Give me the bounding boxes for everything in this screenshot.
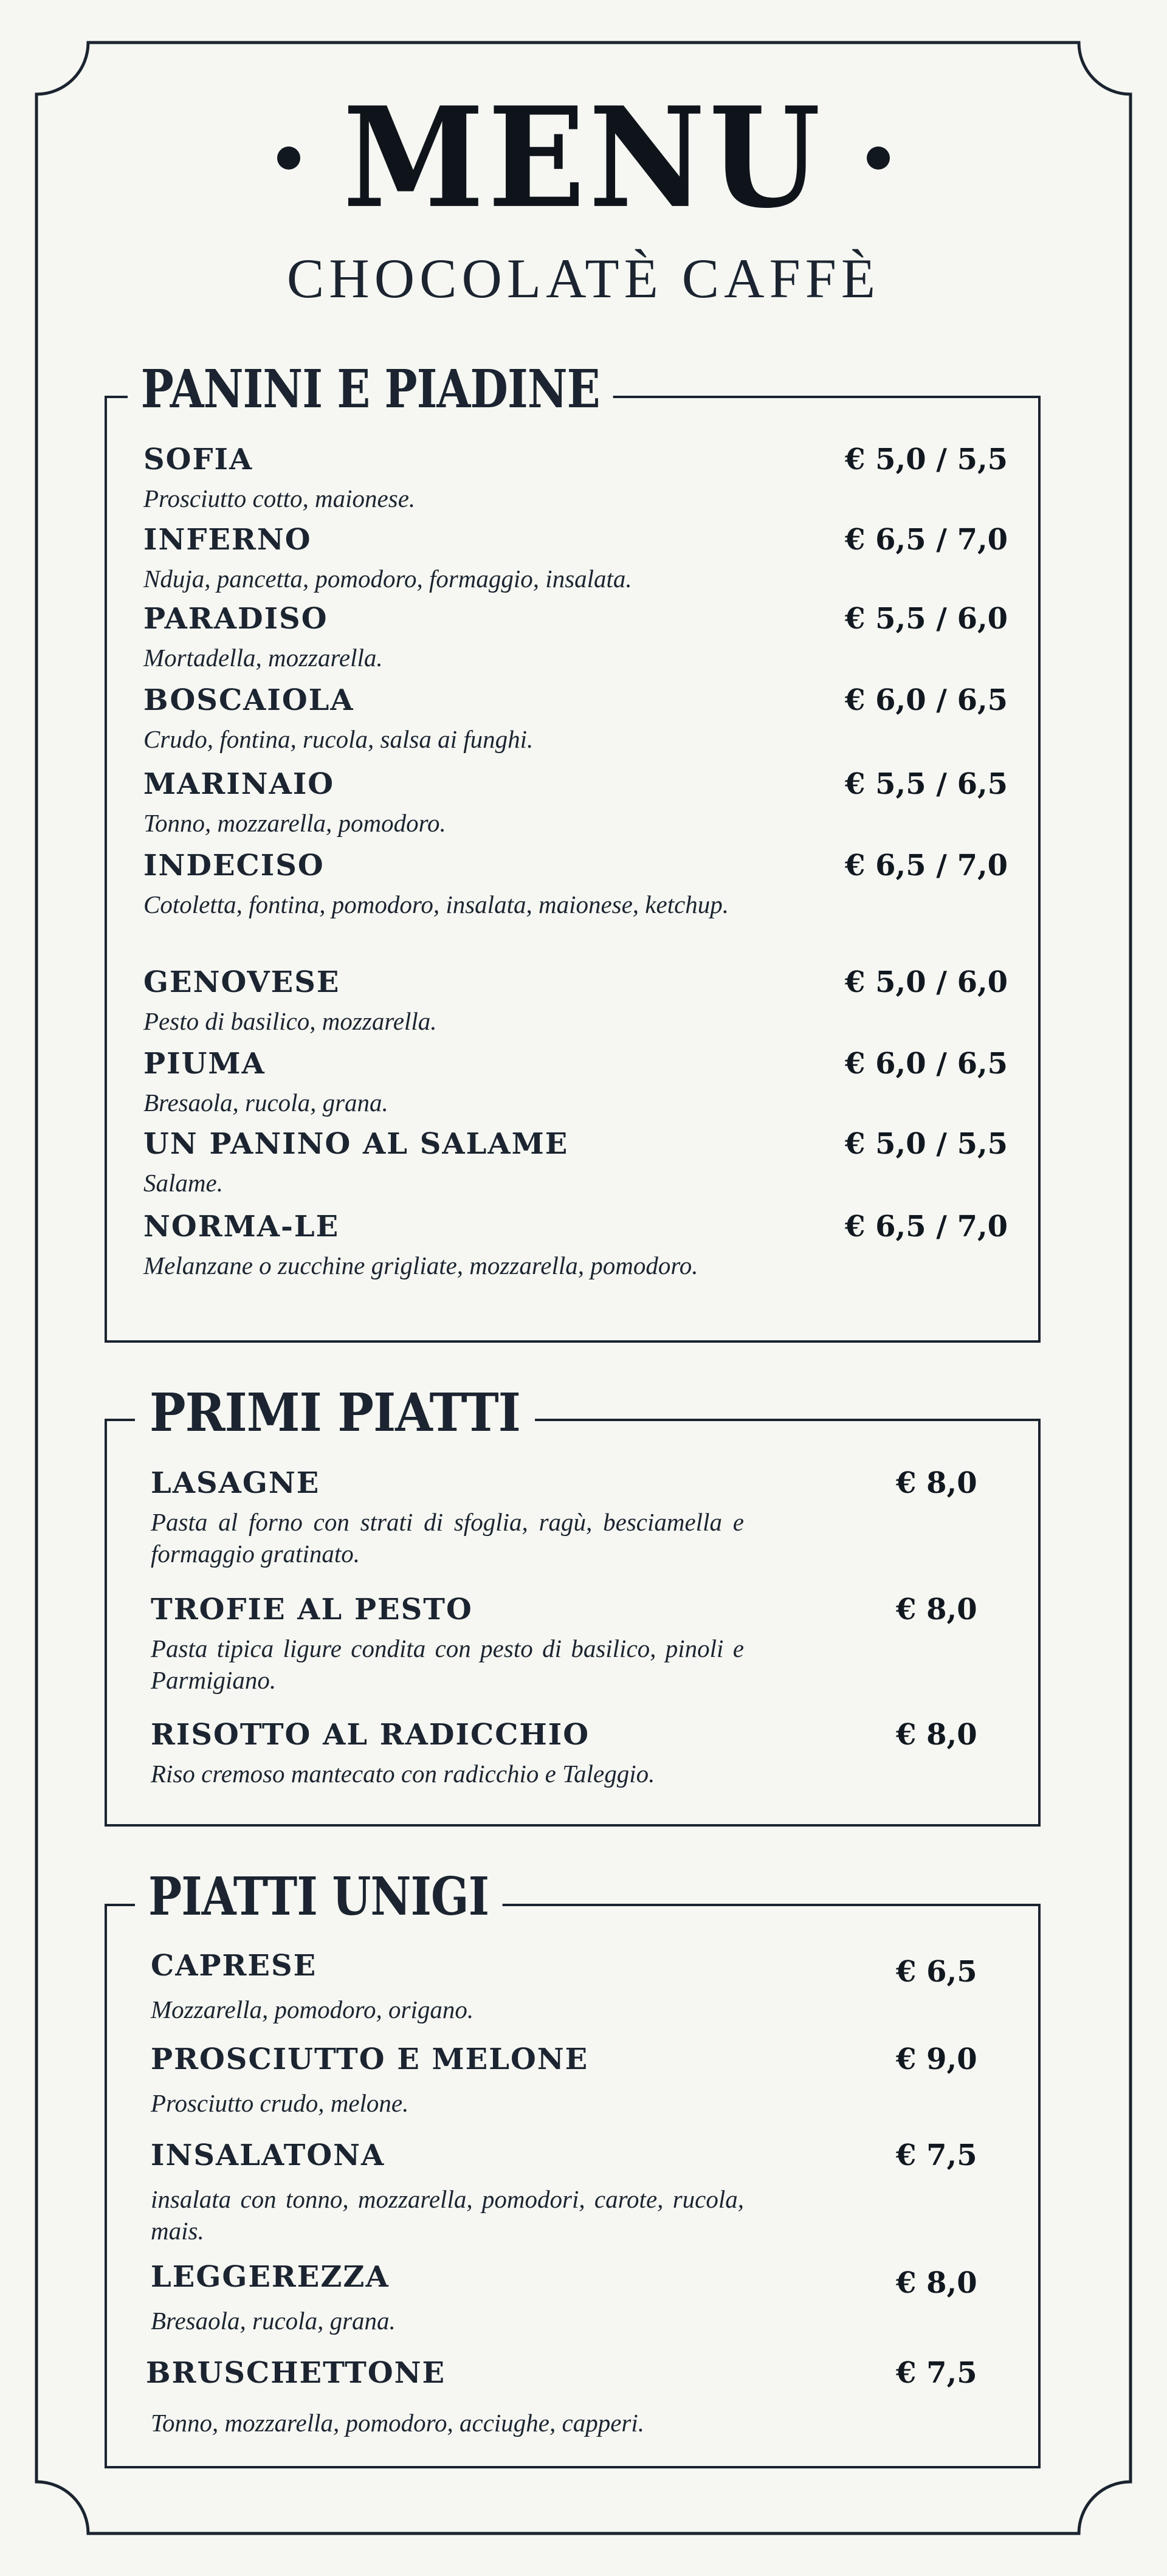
item-name: RISOTTO AL RADICCHIO (151, 1718, 590, 1752)
item-price: € 6,0 / 6,5 (845, 683, 1008, 717)
item-description: Mortadella, mozzarella. (143, 644, 383, 672)
section-title-unigi: PIATTI UNIGI (135, 1871, 502, 1923)
item-price: € 8,0 (896, 2266, 977, 2300)
item-description: Tonno, mozzarella, pomodoro. (143, 809, 446, 837)
item-name: SOFIA (143, 443, 253, 477)
item-name: LEGGEREZZA (151, 2260, 390, 2294)
item-description: Riso cremoso mantecato con radicchio e Taleggio. (151, 1760, 655, 1788)
item-price: € 6,5 / 7,0 (845, 523, 1008, 557)
item-name: PIUMA (143, 1047, 266, 1081)
item-name: PROSCIUTTO E MELONE (151, 2042, 589, 2076)
item-name: INFERNO (143, 523, 312, 557)
item-name: MARINAIO (143, 767, 335, 801)
section-title-primi: PRIMI PIATTI (135, 1387, 535, 1439)
item-price: € 5,5 / 6,0 (845, 602, 1008, 636)
item-description: Bresaola, rucola, grana. (151, 2307, 396, 2335)
item-price: € 6,0 / 6,5 (845, 1047, 1008, 1081)
item-price: € 6,5 / 7,0 (845, 849, 1008, 883)
item-description: Crudo, fontina, rucola, salsa ai funghi. (143, 725, 534, 753)
item-price: € 5,0 / 5,5 (845, 1127, 1008, 1161)
item-name: CAPRESE (151, 1949, 317, 1983)
cafe-name: CHOCOLATÈ CAFFÈ (286, 247, 881, 309)
item-price: € 8,0 (896, 1718, 977, 1752)
item-description: insalata con tonno, mozzarella, pomodori, carote, rucola, mais. (151, 2185, 744, 2245)
item-description: Bresaola, rucola, grana. (143, 1089, 388, 1117)
menu-title: MENU (343, 77, 824, 239)
item-price: € 5,5 / 6,5 (845, 767, 1008, 801)
item-name: BOSCAIOLA (143, 683, 354, 717)
item-name: INDECISO (143, 849, 325, 883)
item-description: Pasta tipica ligure condita con pesto di basilico, pinoli e Parmigiano. (151, 1634, 744, 1694)
item-name: LASAGNE (151, 1466, 320, 1500)
item-price: € 8,0 (896, 1466, 977, 1500)
item-price: € 7,5 (896, 2356, 977, 2390)
item-name: NORMA-LE (143, 1210, 340, 1244)
item-description: Melanzane o zucchine grigliate, mozzarella, pomodoro. (143, 1252, 698, 1279)
item-description: Pesto di basilico, mozzarella. (143, 1007, 437, 1035)
item-description: Mozzarella, pomodoro, origano. (151, 1996, 474, 2023)
item-description: Pasta al forno con strati di sfoglia, ragù, besciamella e formaggio gratinato. (151, 1508, 744, 1568)
item-name: TROFIE AL PESTO (151, 1593, 473, 1627)
item-description: Cotoletta, fontina, pomodoro, insalata, maionese, ketchup. (143, 890, 729, 918)
item-price: € 6,5 (896, 1955, 977, 1989)
item-price: € 5,0 / 5,5 (845, 443, 1008, 477)
item-description: Prosciutto cotto, maionese. (143, 484, 416, 512)
item-description: Tonno, mozzarella, pomodoro, acciughe, capperi. (151, 2409, 644, 2437)
item-price: € 6,5 / 7,0 (845, 1210, 1008, 1244)
menu-header (0, 77, 1167, 239)
item-price: € 5,0 / 6,0 (845, 965, 1008, 999)
item-name: GENOVESE (143, 965, 340, 999)
item-description: Nduja, pancetta, pomodoro, formaggio, insalata. (143, 565, 632, 593)
item-description: Prosciutto crudo, melone. (151, 2089, 409, 2117)
item-name: INSALATONA (151, 2138, 385, 2172)
item-description: Salame. (143, 1169, 223, 1197)
item-name: PARADISO (143, 602, 328, 636)
item-price: € 8,0 (896, 1593, 977, 1627)
item-name: BRUSCHETTONE (146, 2356, 446, 2390)
item-price: € 9,0 (896, 2042, 977, 2076)
item-name: UN PANINO AL SALAME (143, 1127, 569, 1161)
item-price: € 7,5 (896, 2138, 977, 2172)
title-dot-left (277, 146, 300, 170)
title-dot-right (867, 146, 890, 170)
section-title-panini: PANINI E PIADINE (128, 363, 613, 416)
